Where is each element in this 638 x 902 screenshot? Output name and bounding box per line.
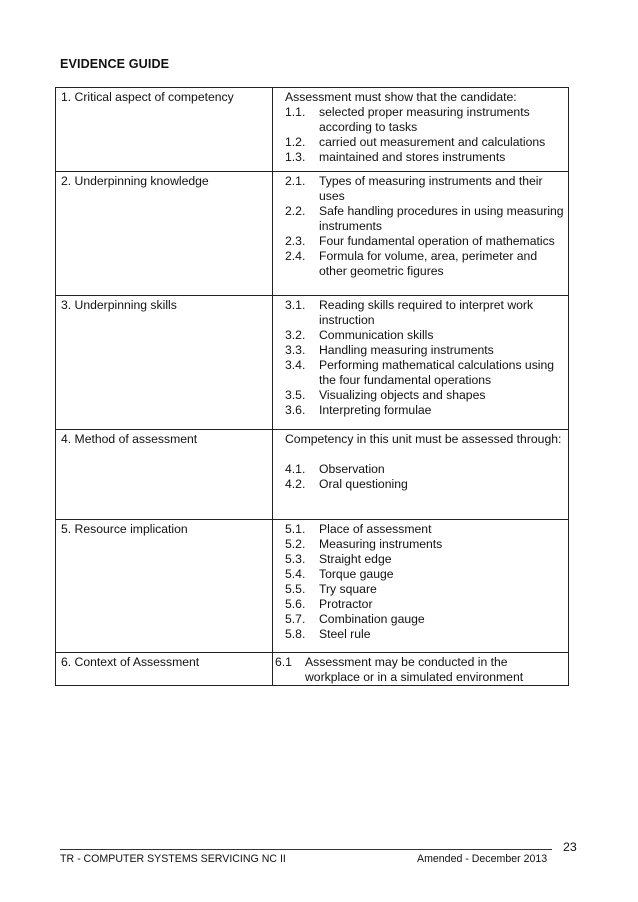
item-text: Formula for volume, area, perimeter and other geometric figures (319, 249, 538, 278)
list-item (279, 343, 564, 358)
item-number: 5.4. (285, 567, 306, 581)
item-text: Combination gauge (319, 612, 425, 626)
criterion-label: 1. Critical aspect of competency (61, 90, 234, 104)
item-number: 1.3. (285, 150, 306, 164)
item-number: 3.3. (285, 343, 306, 357)
details-cell (273, 430, 569, 520)
item-number: 3.1. (285, 298, 306, 312)
item-text: Communication skills (319, 328, 434, 342)
table-row (56, 430, 569, 520)
item-text: Visualizing objects and shapes (319, 388, 486, 402)
item-number: 6.1 (275, 655, 292, 669)
list-item (279, 249, 564, 279)
item-text: Oral questioning (319, 477, 408, 491)
footer-title: TR - COMPUTER SYSTEMS SERVICING NC II (60, 853, 286, 865)
item-text: carried out measurement and calculations (319, 135, 546, 149)
item-text: Try square (319, 582, 377, 596)
list-item (279, 552, 564, 567)
list-item (279, 328, 564, 343)
list-item (279, 174, 564, 204)
list-item (279, 403, 564, 418)
item-number: 3.4. (285, 358, 306, 372)
item-number: 2.4. (285, 249, 306, 263)
item-number: 2.3. (285, 234, 306, 248)
item-number: 5.7. (285, 612, 306, 626)
item-number: 3.2. (285, 328, 306, 342)
criterion-cell (56, 653, 273, 686)
criterion-cell (56, 172, 273, 296)
table-row (56, 520, 569, 653)
list-item (275, 655, 564, 685)
item-number: 5.1. (285, 522, 306, 536)
item-text: Measuring instruments (319, 537, 443, 551)
item-text: Straight edge (319, 552, 392, 566)
criterion-label: 5. Resource implication (61, 522, 188, 536)
item-text: Reading skills required to interpret work instruction (319, 298, 534, 327)
list-item (279, 537, 564, 552)
evidence-guide-table (55, 87, 569, 686)
item-number: 1.1. (285, 105, 306, 119)
table-row (56, 296, 569, 430)
item-text: Protractor (319, 597, 373, 611)
details-cell (273, 520, 569, 653)
list-item (279, 234, 564, 249)
details-cell (273, 172, 569, 296)
criterion-cell (56, 520, 273, 653)
item-number: 4.2. (285, 477, 306, 491)
table-row (56, 653, 569, 686)
item-number: 5.2. (285, 537, 306, 551)
criterion-label: 6. Context of Assessment (61, 655, 200, 669)
item-number: 5.5. (285, 582, 306, 596)
list-item (279, 612, 564, 627)
item-number: 3.6. (285, 403, 306, 417)
details-cell (273, 653, 569, 686)
page-number: 23 (563, 840, 577, 854)
list-item (279, 627, 564, 642)
item-number: 5.6. (285, 597, 306, 611)
item-number: 3.5. (285, 388, 306, 402)
list-item (279, 298, 564, 328)
list-item (279, 477, 564, 492)
criterion-cell (56, 430, 273, 520)
item-text: Place of assessment (319, 522, 432, 536)
list-item (279, 567, 564, 582)
item-text: Types of measuring instruments and their uses (319, 174, 543, 203)
details-cell (273, 296, 569, 430)
list-item (279, 582, 564, 597)
item-text: Four fundamental operation of mathematics (319, 234, 555, 248)
footer-divider (60, 849, 552, 850)
item-text: maintained and stores instruments (319, 150, 506, 164)
item-text: selected proper measuring instruments according to tasks (319, 105, 530, 134)
item-text: Torque gauge (319, 567, 394, 581)
list-item (279, 204, 564, 234)
item-text: Observation (319, 462, 385, 476)
item-number: 2.2. (285, 204, 306, 218)
list-item (279, 388, 564, 403)
criterion-label: 4. Method of assessment (61, 432, 198, 446)
list-item (279, 358, 564, 388)
item-number: 4.1. (285, 462, 306, 476)
criterion-label: 3. Underpinning skills (61, 298, 177, 312)
item-number: 5.8. (285, 627, 306, 641)
criterion-cell (56, 296, 273, 430)
table-row (56, 172, 569, 296)
item-number: 1.2. (285, 135, 306, 149)
item-text: Interpreting formulae (319, 403, 432, 417)
list-item (279, 597, 564, 612)
criterion-label: 2. Underpinning knowledge (61, 174, 209, 188)
footer-amended-date: Amended - December 2013 (417, 853, 548, 865)
item-number: 2.1. (285, 174, 306, 188)
item-number: 5.3. (285, 552, 306, 566)
details-cell (273, 88, 569, 172)
criterion-cell (56, 88, 273, 172)
item-text: Handling measuring instruments (319, 343, 494, 357)
item-text: Safe handling procedures in using measuring instruments (319, 204, 564, 233)
list-item (279, 105, 564, 135)
list-item (279, 150, 564, 165)
spacer (279, 447, 564, 462)
list-item (279, 522, 564, 537)
list-item (279, 462, 564, 477)
item-text: Assessment may be conducted in the workplace or in a simulated environment (305, 655, 524, 684)
intro-text: Competency in this unit must be assessed through: (285, 432, 562, 446)
table-row (56, 88, 569, 172)
page-heading: EVIDENCE GUIDE (60, 57, 170, 71)
intro-text: Assessment must show that the candidate: (285, 90, 517, 104)
list-item (279, 135, 564, 150)
item-text: Steel rule (319, 627, 371, 641)
item-text: Performing mathematical calculations using the four fundamental operations (319, 358, 555, 387)
